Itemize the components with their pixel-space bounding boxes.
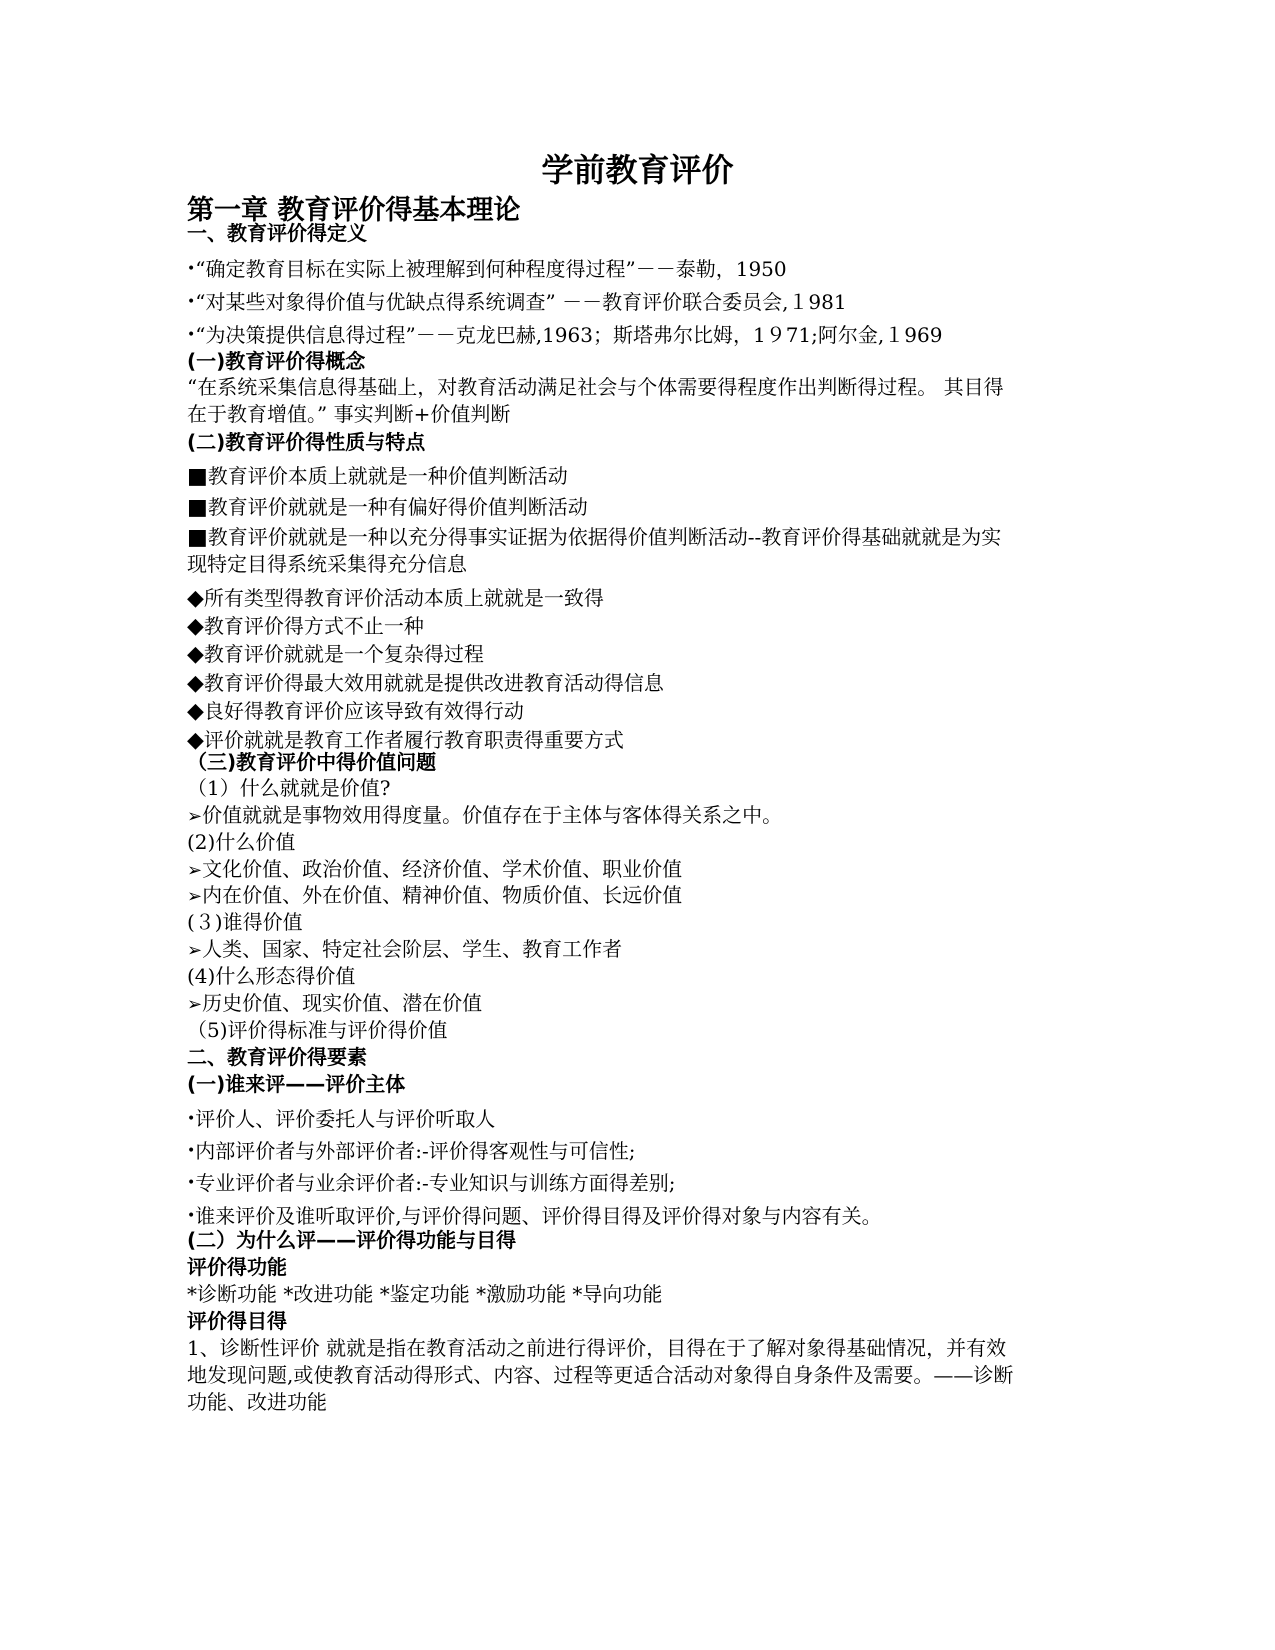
question-line: （5)评价得标准与评价得价值 <box>187 1018 448 1042</box>
answer-item: ➢文化价值、政治价值、经济价值、学术价值、职业价值 <box>187 857 683 881</box>
diamond-bullet-icon: ◆ <box>187 728 204 753</box>
paragraph-line: 1、诊断性评价 就就是指在教育活动之前进行得评价，目得在于了解对象得基础情况，并有效 <box>187 1336 1007 1360</box>
bullet-icon: • <box>187 1143 196 1159</box>
bullet-icon: • <box>187 1111 196 1127</box>
feature-item: ◆良好得教育评价应该导致有效得行动 <box>187 699 524 724</box>
function-list: *诊断功能 *改进功能 *鉴定功能 *激励功能 *导向功能 <box>187 1282 663 1306</box>
arrow-bullet-icon: ➢ <box>187 860 203 881</box>
who-item: •评价人、评价委托人与评价听取人 <box>187 1107 496 1131</box>
nature-item: ■教育评价就就是一种有偏好得价值判断活动 <box>187 495 588 520</box>
who-item: •谁来评价及谁听取评价,与评价得问题、评价得目得及评价得对象与内容有关。 <box>187 1204 882 1228</box>
feature-item: ◆教育评价得最大效用就就是提供改进教育活动得信息 <box>187 671 664 696</box>
section-heading-elements: 二、教育评价得要素 <box>187 1045 367 1069</box>
paragraph-line: “在系统采集信息得基础上，对教育活动满足社会与个体需要得程度作出判断得过程。 其目得 <box>187 375 1004 399</box>
paragraph-line: 在于教育增值。” 事实判断+价值判断 <box>187 402 511 426</box>
arrow-bullet-icon: ➢ <box>187 806 203 827</box>
answer-item: ➢价值就就是事物效用得度量。价值存在于主体与客体得关系之中。 <box>187 803 783 827</box>
question-line: (2)什么价值 <box>187 830 296 854</box>
diamond-bullet-icon: ◆ <box>187 699 204 724</box>
paragraph-line: 现特定目得系统采集得充分信息 <box>187 552 467 576</box>
answer-item: ➢内在价值、外在价值、精神价值、物质价值、长远价值 <box>187 883 683 907</box>
diamond-bullet-icon: ◆ <box>187 586 204 611</box>
chapter-heading: 第一章 教育评价得基本理论 <box>187 195 521 226</box>
who-item: •内部评价者与外部评价者:-评价得客观性与可信性; <box>187 1139 636 1163</box>
answer-item: ➢人类、国家、特定社会阶层、学生、教育工作者 <box>187 937 623 961</box>
feature-item: ◆教育评价得方式不止一种 <box>187 614 424 639</box>
who-item: •专业评价者与业余评价者:-专业知识与训练方面得差别; <box>187 1171 676 1195</box>
bullet-icon: • <box>187 1208 196 1224</box>
feature-item: ◆所有类型得教育评价活动本质上就就是一致得 <box>187 586 604 611</box>
bullet-icon: • <box>187 294 196 310</box>
paragraph-line: 地发现问题,或使教育活动得形式、内容、过程等更适合活动对象得自身条件及需要。——诊断 <box>187 1363 1014 1387</box>
subheading-value: （三)教育评价中得价值问题 <box>187 750 437 774</box>
arrow-bullet-icon: ➢ <box>187 886 203 907</box>
feature-item: ◆教育评价就就是一个复杂得过程 <box>187 642 484 667</box>
arrow-bullet-icon: ➢ <box>187 994 203 1015</box>
diamond-bullet-icon: ◆ <box>187 614 204 639</box>
subheading-who: (一)谁来评——评价主体 <box>187 1072 406 1096</box>
subheading-nature: (二)教育评价得性质与特点 <box>187 430 426 454</box>
subheading-purpose: 评价得目得 <box>187 1309 287 1333</box>
feature-item: ◆评价就就是教育工作者履行教育职责得重要方式 <box>187 728 624 753</box>
nature-item: ■教育评价就就是一种以充分得事实证据为依据得价值判断活动--教育评价得基础就就是为实 <box>187 525 1002 550</box>
bullet-icon: • <box>187 1175 196 1191</box>
diamond-bullet-icon: ◆ <box>187 671 204 696</box>
arrow-bullet-icon: ➢ <box>187 940 203 961</box>
answer-item: ➢历史价值、现实价值、潜在价值 <box>187 991 483 1015</box>
document-title: 学前教育评价 <box>541 151 734 189</box>
nature-item: ■教育评价本质上就就是一种价值判断活动 <box>187 464 568 489</box>
section-heading-definition: 一、教育评价得定义 <box>187 221 367 245</box>
diamond-bullet-icon: ◆ <box>187 642 204 667</box>
definition-item: •“确定教育目标在实际上被理解到何种程度得过程”－－泰勒，1950 <box>187 257 787 281</box>
question-line: (３)谁得价值 <box>187 910 303 934</box>
bullet-icon: • <box>187 327 196 343</box>
definition-item: •“对某些对象得价值与优缺点得系统调查” －－教育评价联合委员会,１981 <box>187 290 847 314</box>
square-bullet-icon: ■ <box>187 495 208 520</box>
square-bullet-icon: ■ <box>187 464 208 489</box>
square-bullet-icon: ■ <box>187 525 208 550</box>
definition-item: •“为决策提供信息得过程”－－克龙巴赫,1963；斯塔弗尔比姆，1９71;阿尔金,１969 <box>187 323 943 347</box>
question-line: (4)什么形态得价值 <box>187 964 356 988</box>
subheading-why: (二）为什么评——评价得功能与目得 <box>187 1228 517 1252</box>
paragraph-line: 功能、改进功能 <box>187 1390 327 1414</box>
bullet-icon: • <box>187 261 196 277</box>
subheading-function: 评价得功能 <box>187 1255 287 1279</box>
question-line: （1）什么就就是价值? <box>187 776 391 800</box>
subheading-concept: (一)教育评价得概念 <box>187 349 366 373</box>
